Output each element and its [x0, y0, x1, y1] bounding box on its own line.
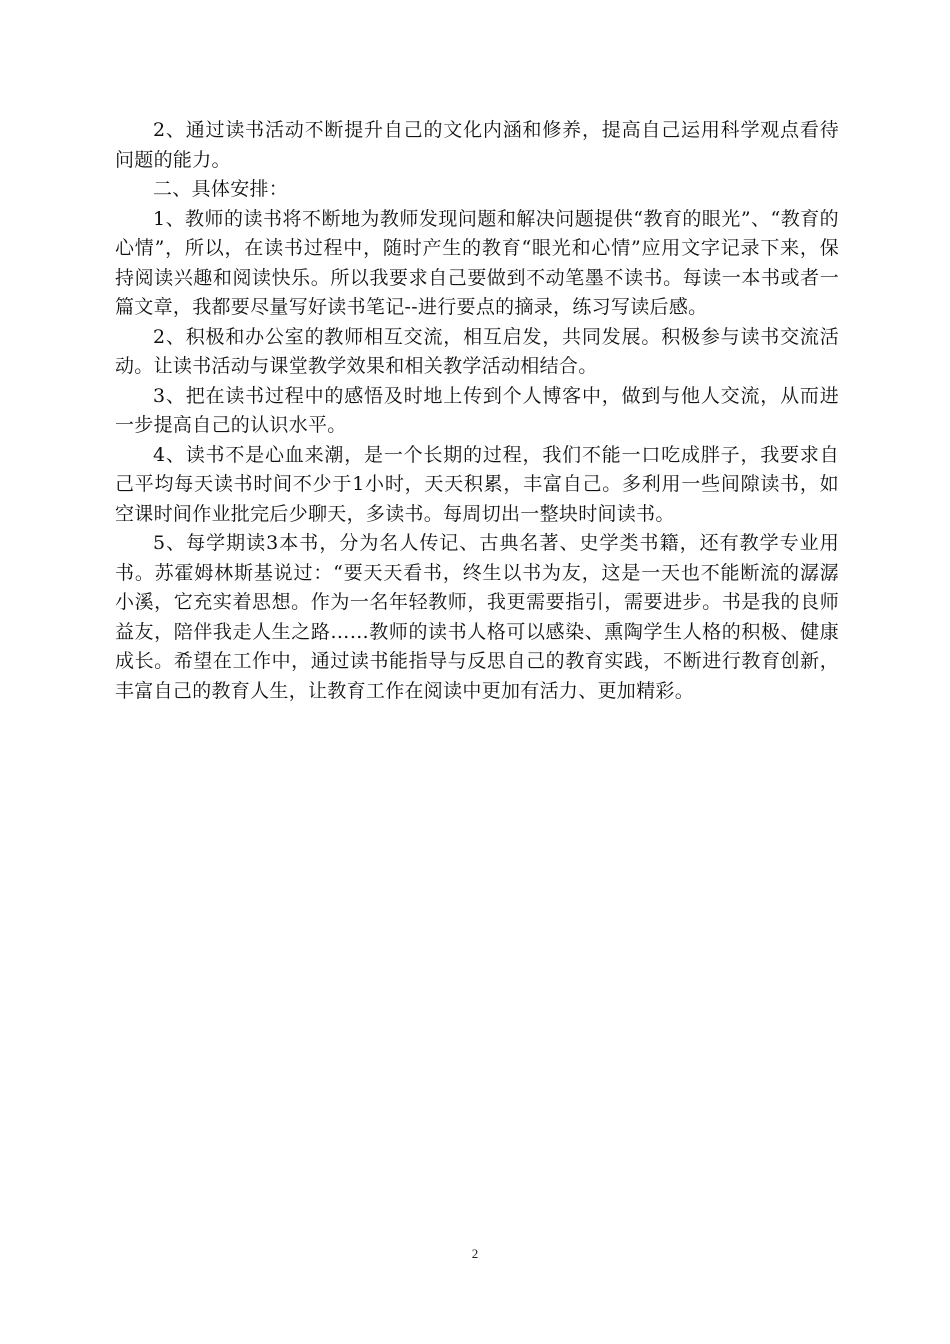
section-heading-arrangement: 二、具体安排： [153, 178, 289, 200]
page-number: 2 [471, 1246, 479, 1261]
paragraph-item-5: 5、每学期读3本书，分为名人传记、古典名著、史学类书籍，还有教学专业用书。苏霍姆林斯基说过：“要天天看书，终生以书为友，这是一天也不能断流的潺潺小溪，它充实着思想。作为一名年轻教师，我更需要指引，需要进步。书是我的良师益友，陪伴我走人生之路……教师的读书人格可以感染、熏陶学生人格的积极、健康成长。希望在工作中，通过读书能指导与反思自己的教育实践，不断进行教育创新，丰富自己的教育人生，让教育工作在阅读中更加有活力、更加精彩。 [115, 532, 839, 702]
document-body [115, 116, 839, 706]
paragraph-item-2: 2、积极和办公室的教师相互交流，相互启发，共同发展。积极参与读书交流活动。让读书活动与课堂教学效果和相关教学活动相结合。 [115, 325, 839, 377]
paragraph-item-3: 3、把在读书过程中的感悟及时地上传到个人博客中，做到与他人交流，从而进一步提高自己的认识水平。 [115, 384, 839, 436]
paragraph-goal-2: 2、通过读书活动不断提升自己的文化内涵和修养，提高自己运用科学观点看待问题的能力。 [115, 119, 839, 171]
paragraph-item-4: 4、读书不是心血来潮，是一个长期的过程，我们不能一口吃成胖子，我要求自己平均每天读书时间不少于1小时，天天积累，丰富自己。多利用一些间隙读书，如空课时间作业批完后少聊天，多读书。每周切出一整块时间读书。 [115, 443, 839, 525]
paragraph-item-1: 1、教师的读书将不断地为教师发现问题和解决问题提供“教育的眼光”、“教育的心情”，所以，在读书过程中，随时产生的教育“眼光和心情”应用文字记录下来，保持阅读兴趣和阅读快乐。所以我要求自己要做到不动笔墨不读书。每读一本书或者一篇文章，我都要尽量写好读书笔记--进行要点的摘录，练习写读后感。 [115, 207, 839, 318]
